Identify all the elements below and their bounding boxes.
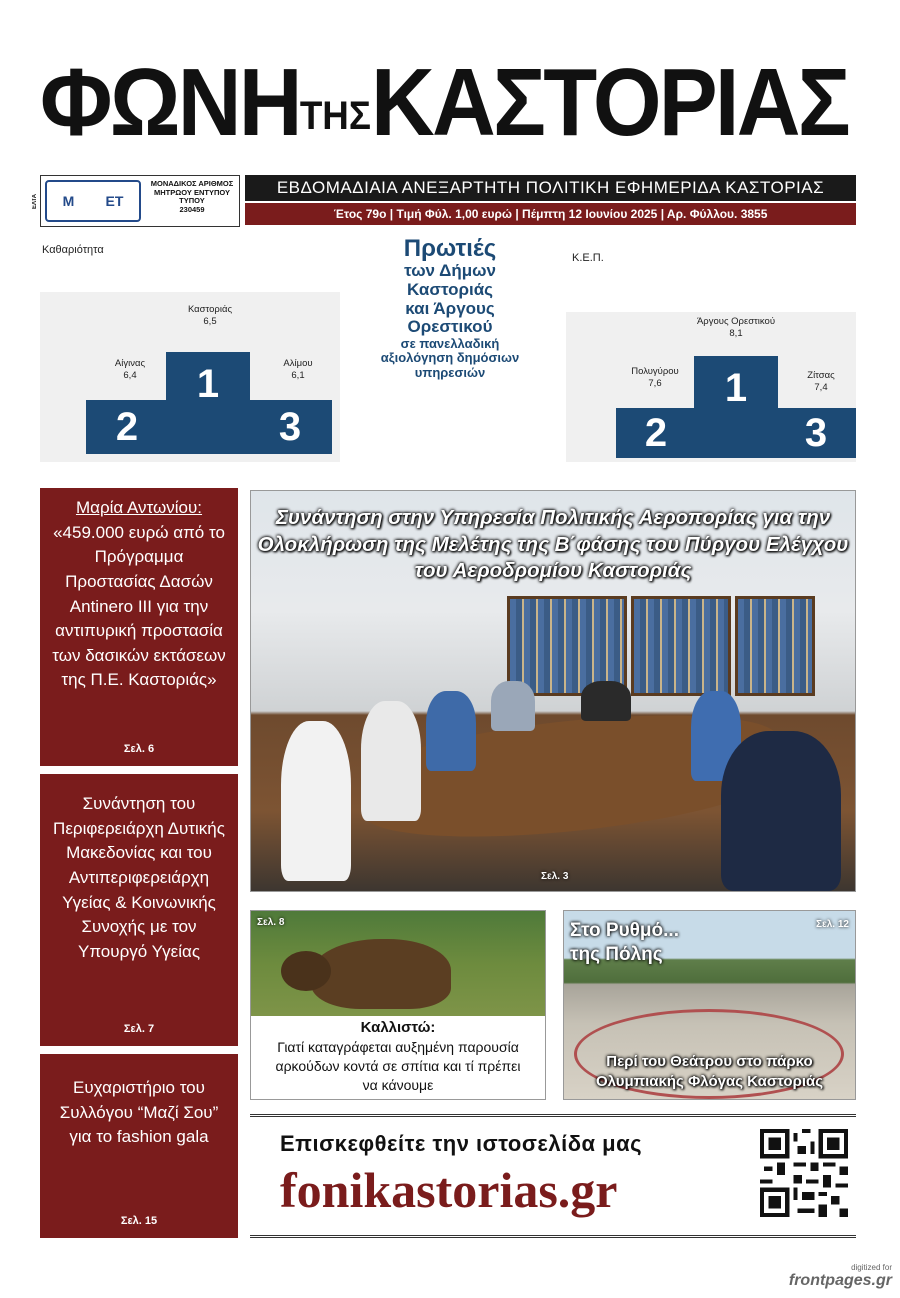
met-logo: Μ ΕΤ	[45, 180, 141, 222]
rankings-headline: Πρωτιές των Δήμων Καστοριάς και Άργους Ορεστικού σε πανελλαδική αξιολόγηση δημόσιων υπηρεσιών	[380, 235, 520, 380]
right-first-name: Άργους Ορεστικού 8,1	[696, 316, 776, 340]
title-middle: ΤΗΣ	[299, 94, 371, 138]
left-first-name: Καστοριάς 6,5	[187, 304, 233, 328]
issue-info: Έτος 79ο | Τιμή Φύλ. 1,00 ευρώ | Πέμπτη 12 Ιουνίου 2025 | Αρ. Φύλλου. 3855	[245, 203, 856, 225]
sidebar-story-2-text: Συνάντηση του Περιφερειάρχη Δυτικής Μακεδονίας και του Αντιπεριφερειάρχη Υγείας & Κοινωνικής Συνοχής με τον Υπουργό Υγείας	[53, 794, 225, 961]
right-second-name: Πολυγύρου 7,6	[631, 366, 679, 390]
theatre-title: Στο Ρυθμό... της Πόλης	[570, 920, 679, 965]
left-third-name: Αλίμου 6,1	[283, 358, 313, 382]
qr-code-icon[interactable]	[760, 1129, 848, 1217]
sidebar-story-2-page: Σελ. 7	[123, 1023, 155, 1036]
right-podium-label: Κ.Ε.Π.	[572, 252, 604, 264]
left-podium-1: 1	[166, 352, 250, 454]
sidebar-story-health-meeting[interactable]	[40, 774, 238, 1046]
sidebar-story-3-text: Ευχαριστήριο του Συλλόγου “Μαζί Σου” για το fashion gala	[59, 1078, 219, 1147]
right-podium-1: 1	[694, 356, 778, 458]
right-third-name: Ζίτσας 7,4	[807, 370, 835, 394]
right-podium-3: 3	[776, 408, 856, 458]
bear-story[interactable]	[250, 910, 546, 1100]
bear-caption	[251, 1016, 545, 1097]
sidebar-story-1-name: Μαρία Αντωνίου:	[75, 498, 203, 517]
title-left: ΦΩΝΗ	[40, 49, 300, 156]
website-banner[interactable]	[250, 1114, 856, 1238]
main-headline: Συνάντηση στην Υπηρεσία Πολιτικής Αεροπορίας για την Ολοκλήρωση της Μελέτης της Β΄φάσης του Πύργου Ελέγχου του Αεροδρομίου Καστοριάς	[257, 506, 849, 583]
sidebar-story-1-text: «459.000 ευρώ από το Πρόγραμμα Προστασίας Δασών Antinero III για την αντιπυρική προστασία των δασικών εκτάσεων της Π.Ε. Καστοριάς»	[52, 522, 226, 690]
theatre-story[interactable]	[563, 910, 856, 1100]
elta-stamp: ΕΛΤΑ	[32, 193, 38, 209]
main-story-page: Σελ. 3	[541, 871, 569, 882]
right-podium-2: 2	[616, 408, 696, 458]
website-invite: Επισκεφθείτε την ιστοσελίδα μας	[280, 1131, 643, 1156]
theatre-story-page: Σελ. 12	[816, 919, 849, 930]
sidebar-story-1-page: Σελ. 6	[123, 743, 155, 756]
theatre-caption: Περί του Θεάτρου στο πάρκο Ολυμπιακής Φλόγας Καστοριάς	[595, 1053, 824, 1090]
tagline: ΕΒΔΟΜΑΔΙΑΙΑ ΑΝΕΞΑΡΤΗΤΗ ΠΟΛΙΤΙΚΗ ΕΦΗΜΕΡΙΔΑ ΚΑΣΤΟΡΙΑΣ	[245, 175, 856, 201]
met-number: 230459	[179, 204, 205, 214]
met-text: ΜΟΝΑΔΙΚΟΣ ΑΡΙΘΜΟΣ ΜΗΤΡΩΟΥ ΕΝΤΥΠΟΥ ΤΥΠΟΥ 230459	[145, 180, 239, 215]
title-right: ΚΑΣΤΟΡΙΑΣ	[370, 49, 848, 156]
bear-photo	[251, 911, 545, 1016]
sidebar-story-fashion-gala[interactable]	[40, 1054, 238, 1238]
main-story[interactable]	[250, 490, 856, 892]
digitized-credit: digitized for frontpages.gr	[788, 1263, 892, 1289]
website-url[interactable]: fonikastorias.gr	[280, 1162, 618, 1218]
met-registration-box	[40, 175, 240, 227]
sidebar-story-3-page: Σελ. 15	[120, 1215, 158, 1228]
newspaper-title	[40, 49, 848, 156]
bear-title: Καλλιστώ:	[360, 1019, 436, 1036]
left-podium-label: Καθαριότητα	[42, 244, 104, 256]
sidebar-story-antiniero[interactable]	[40, 488, 238, 766]
bear-story-page: Σελ. 8	[257, 917, 285, 928]
left-podium-3: 3	[248, 400, 332, 454]
masthead	[40, 49, 860, 165]
rankings-section	[40, 232, 856, 464]
left-second-name: Αίγινας 6,4	[114, 358, 146, 382]
left-podium-2: 2	[86, 400, 168, 454]
bear-text: Γιατί καταγράφεται αυξημένη παρουσία αρκούδων κοντά σε σπίτια και τί πρέπει να κάνουμε	[275, 1039, 521, 1094]
